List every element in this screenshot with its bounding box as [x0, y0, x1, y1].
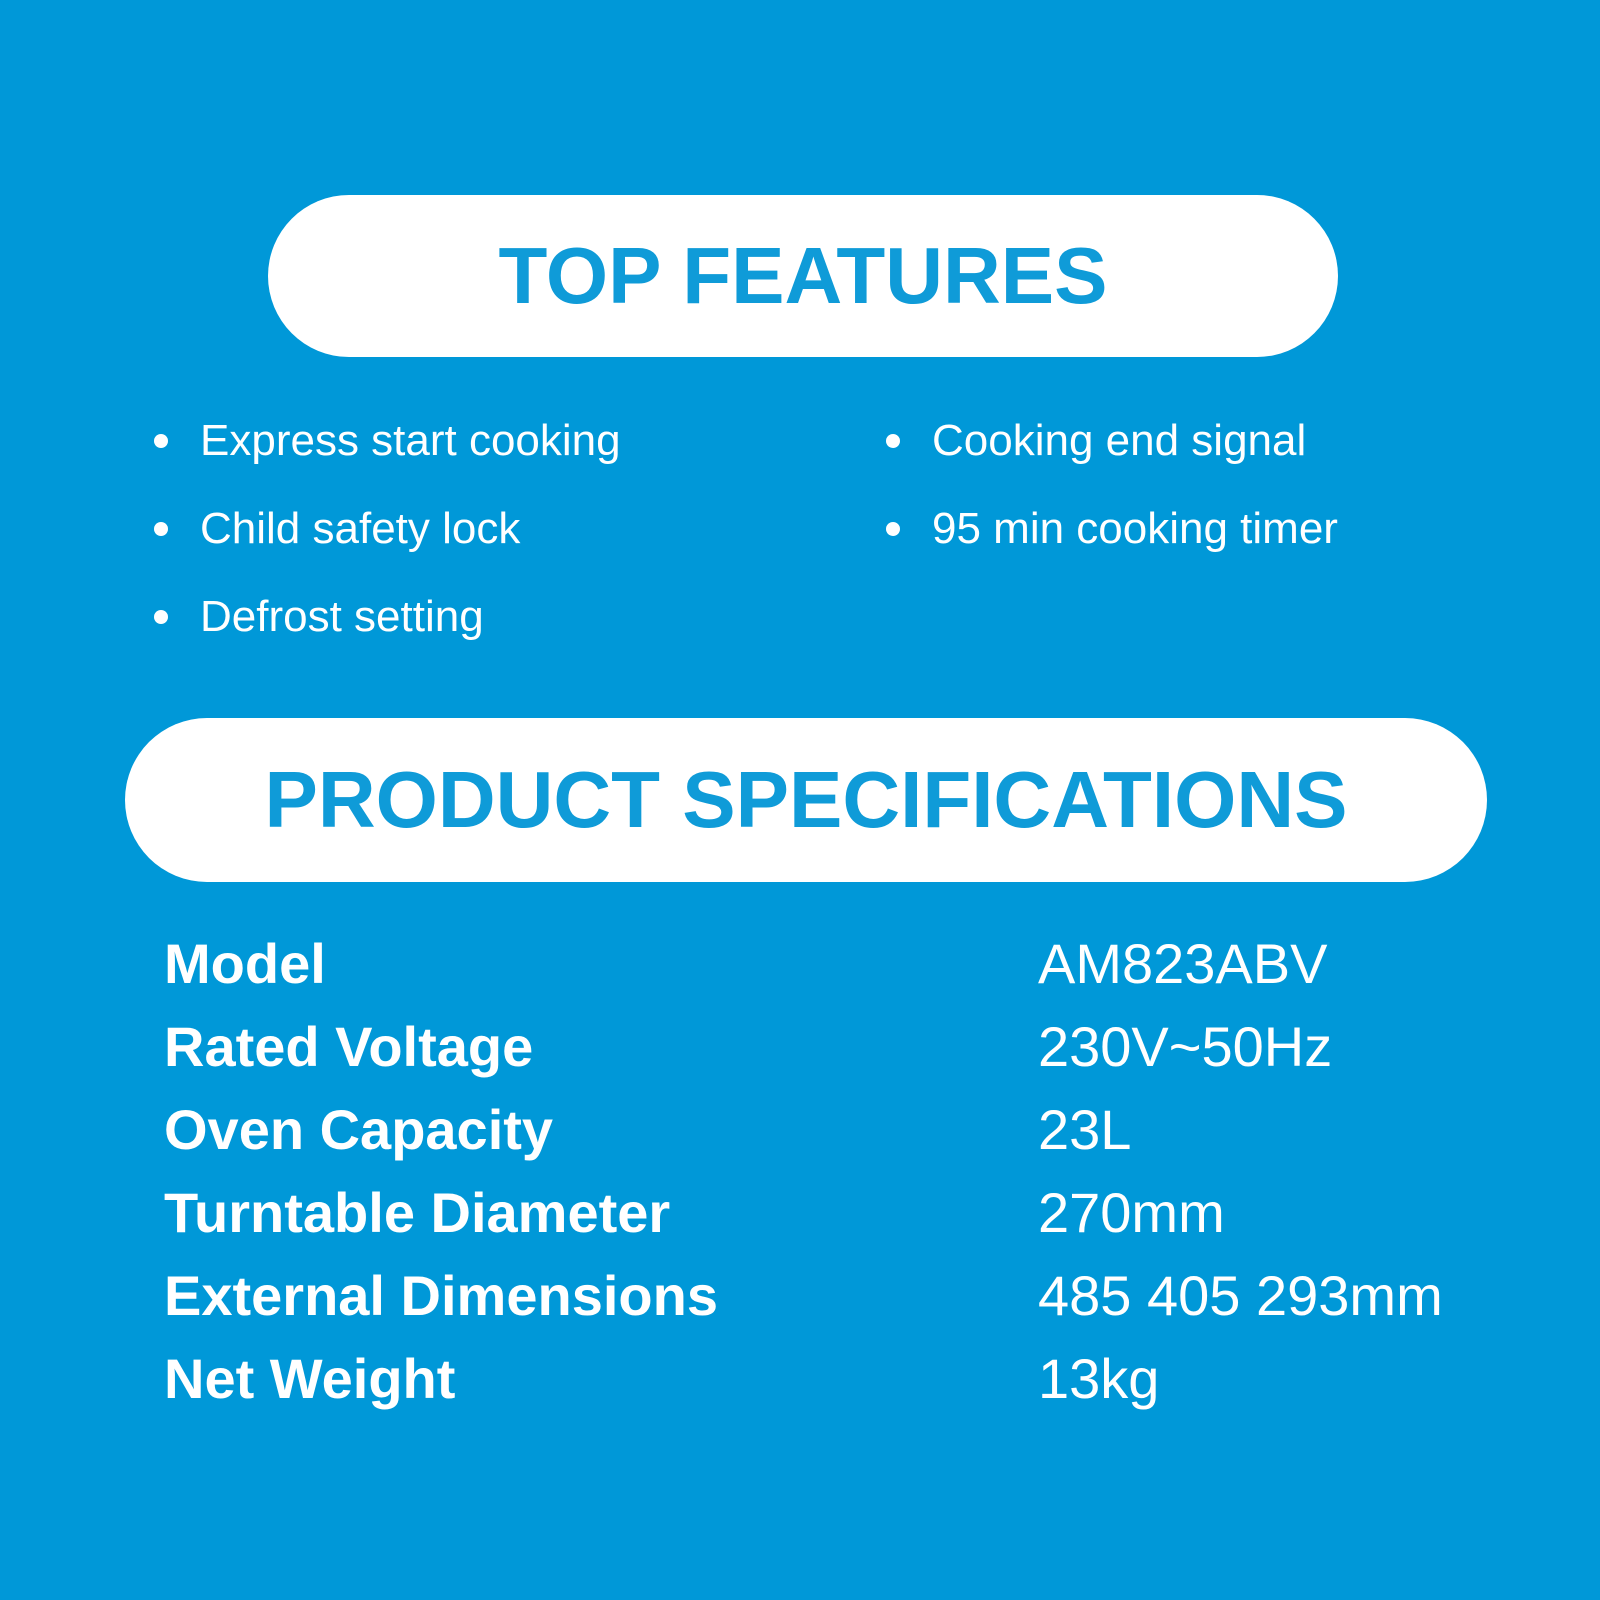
feature-label: 95 min cooking timer [932, 504, 1338, 553]
bullet-icon [886, 522, 900, 536]
feature-label: Defrost setting [200, 592, 484, 641]
spec-label: Rated Voltage [164, 1015, 534, 1078]
top-features-title: TOP FEATURES [498, 231, 1108, 320]
feature-item [154, 592, 621, 641]
spec-row [164, 1171, 1464, 1254]
spec-value: 230V~50Hz [1038, 1015, 1333, 1078]
feature-item [886, 416, 1338, 465]
bullet-icon [886, 434, 900, 448]
spec-table [164, 922, 1464, 1420]
spec-value: AM823ABV [1038, 932, 1328, 995]
features-list-left [154, 416, 621, 683]
spec-row [164, 1337, 1464, 1420]
features-list-right [886, 416, 1338, 595]
product-specs-pill [125, 718, 1487, 882]
feature-item [886, 504, 1338, 553]
bullet-icon [154, 610, 168, 624]
feature-label: Child safety lock [200, 504, 521, 553]
spec-row [164, 1088, 1464, 1171]
feature-label: Express start cooking [200, 416, 621, 465]
feature-item [154, 504, 621, 553]
spec-row [164, 922, 1464, 1005]
bullet-icon [154, 522, 168, 536]
spec-label: Model [164, 932, 326, 995]
spec-value: 13kg [1038, 1347, 1160, 1410]
bullet-icon [154, 434, 168, 448]
feature-label: Cooking end signal [932, 416, 1307, 465]
spec-label: External Dimensions [164, 1264, 718, 1327]
spec-value: 23L [1038, 1098, 1132, 1161]
spec-label: Net Weight [164, 1347, 456, 1410]
spec-label: Oven Capacity [164, 1098, 554, 1161]
spec-value: 270mm [1038, 1181, 1225, 1244]
top-features-pill [268, 195, 1338, 357]
feature-item [154, 416, 621, 465]
spec-row [164, 1254, 1464, 1337]
spec-row [164, 1005, 1464, 1088]
product-specs-title: PRODUCT SPECIFICATIONS [264, 755, 1348, 844]
spec-value: 485 405 293mm [1038, 1264, 1443, 1327]
spec-label: Turntable Diameter [164, 1181, 671, 1244]
